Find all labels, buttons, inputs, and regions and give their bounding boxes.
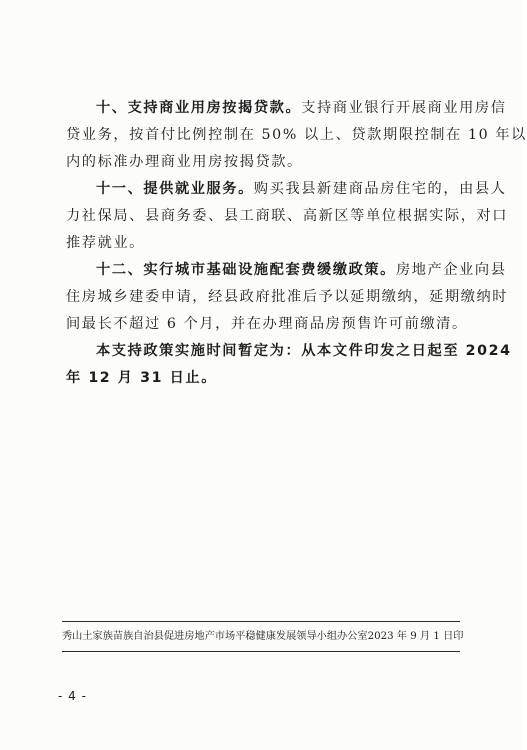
paragraph-line: 贷业务，按首付比例控制在 50% 以上、贷款期限控制在 10 年以 (66, 127, 527, 143)
paragraph-line: 十一、提供就业服务。购买我县新建商品房住宅的，由县人 (96, 181, 507, 197)
paragraph-line: 本支持政策实施时间暂定为：从本文件印发之日起至 2024 (96, 343, 512, 359)
paragraph-line: 十二、实行城市基础设施配套费缓缴政策。房地产企业向县 (96, 262, 507, 278)
paragraph-12 (66, 257, 509, 338)
paragraph-line: 住房城乡建委申请，经县政府批准后予以延期缴纳，延期缴纳时 (66, 289, 509, 305)
footer-bottom-rule (62, 651, 460, 652)
paragraph-effective-period (66, 338, 512, 392)
paragraph-11 (66, 176, 509, 257)
paragraph-line: 内的标准办理商业用房按揭贷款。 (66, 154, 303, 170)
paragraph-heading: 十二、实行城市基础设施配套费缓缴政策。 (96, 262, 396, 278)
paragraph-line: 年 12 月 31 日止。 (66, 370, 217, 386)
footer-date: 2023 年 9 月 1 日印 (367, 631, 464, 642)
footer-imprint (62, 630, 464, 644)
footer-top-rule (62, 621, 460, 622)
paragraph-line: 推荐就业。 (66, 235, 145, 251)
paragraph-10 (66, 95, 527, 176)
page-number: - 4 - (58, 689, 87, 703)
paragraph-line: 间最长不超过 6 个月，并在办理商品房预售许可前缴清。 (66, 316, 468, 332)
paragraph-line: 十、支持商业用房按揭贷款。支持商业银行开展商业用房信 (96, 100, 507, 116)
footer-issuer: 秀山土家族苗族自治县促进房地产市场平稳健康发展领导小组办公室 (62, 631, 368, 642)
paragraph-line: 力社保局、县商务委、县工商联、高新区等单位根据实际，对口 (66, 208, 509, 224)
paragraph-heading: 十一、提供就业服务。 (96, 181, 254, 197)
paragraph-heading: 十、支持商业用房按揭贷款。 (96, 100, 302, 116)
